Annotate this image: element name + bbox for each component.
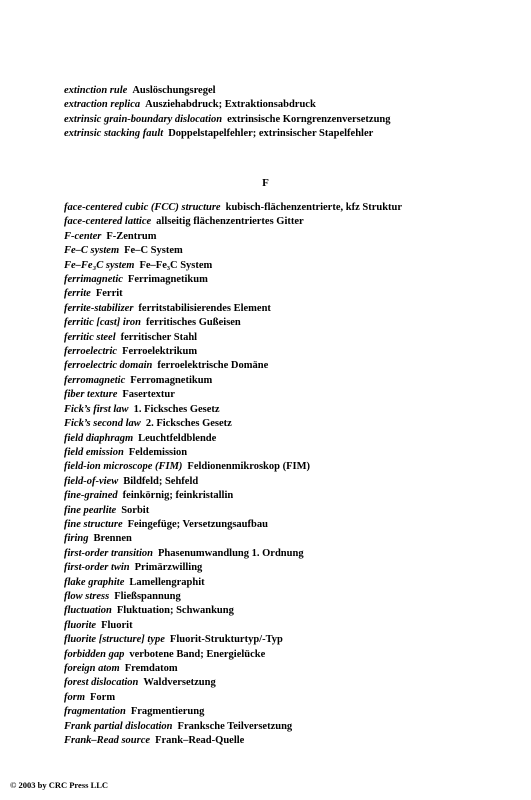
entry-term: extrinsic grain-boundary dislocation	[64, 113, 223, 125]
entry-term: field-ion microscope (FIM)	[64, 461, 183, 473]
entry-translation: ferritstabilisierendes Element	[138, 302, 271, 314]
entry-translation: Fluktuation; Schwankung	[116, 605, 234, 617]
entry-translation: Ferromagnetikum	[130, 374, 213, 386]
entry-term: ferroelectric	[64, 346, 118, 358]
entry-translation: Bildfeld; Sehfeld	[123, 475, 199, 487]
entry-term: F-center	[64, 230, 102, 242]
entry-translation: F-Zentrum	[106, 230, 157, 242]
entry-translation: Leuchtfeldblende	[138, 432, 217, 444]
entry-term: field diaphragm	[64, 432, 134, 444]
entry-translation: 2. Ficksches Gesetz	[145, 418, 232, 430]
entry-term: extrinsic stacking fault	[64, 128, 164, 140]
entry-term: Fick’s second law	[64, 418, 141, 430]
glossary-entry	[64, 215, 524, 229]
entry-term: field-of-view	[64, 475, 119, 487]
glossary-entry	[64, 576, 524, 590]
entry-translation: Brennen	[93, 533, 132, 545]
glossary-entry	[64, 287, 524, 301]
glossary-entry	[64, 633, 524, 647]
entry-term: face-centered lattice	[64, 216, 152, 228]
entry-translation: 1. Ficksches Gesetz	[133, 403, 220, 415]
glossary-entry	[64, 691, 524, 705]
entry-term: Fe–Fe₃C system	[64, 259, 135, 271]
entry-term: first-order transition	[64, 547, 153, 559]
entry-term: fluctuation	[64, 605, 112, 617]
glossary-entry	[64, 388, 524, 402]
glossary-entry	[64, 460, 524, 474]
glossary-entry	[64, 98, 524, 112]
entry-translation: Form	[90, 691, 116, 703]
glossary-entry	[64, 316, 524, 330]
entry-term: ferroelectric domain	[64, 360, 153, 372]
glossary-entry	[64, 504, 524, 518]
entry-term: fine-grained	[64, 490, 118, 502]
entry-translation: Fluorit-Strukturtyp/-Typ	[169, 634, 283, 646]
glossary-entry	[64, 432, 524, 446]
entry-translation: Fließspannung	[114, 590, 181, 602]
entry-term: fiber texture	[64, 389, 118, 401]
entry-term: extraction replica	[64, 99, 141, 111]
entry-term: extinction rule	[64, 85, 128, 96]
entry-term: forest dislocation	[64, 677, 139, 689]
glossary-section-f	[64, 201, 524, 748]
entry-translation: Feingefüge; Versetzungsaufbau	[127, 518, 268, 530]
entry-translation: Fasertextur	[122, 389, 175, 401]
entry-term: firing	[64, 533, 89, 545]
entry-translation: Fe–C System	[124, 245, 183, 257]
glossary-entry	[64, 345, 524, 359]
entry-term: ferrimagnetic	[64, 274, 123, 286]
entry-translation: Sorbit	[121, 504, 150, 516]
glossary-entry	[64, 604, 524, 618]
entry-term: fine structure	[64, 518, 123, 530]
entry-translation: Feldemission	[128, 446, 188, 458]
entry-term: foreign atom	[64, 663, 120, 674]
entry-translation: Primärzwilling	[134, 562, 203, 574]
glossary-entry	[64, 662, 524, 676]
glossary-entry	[64, 561, 524, 575]
glossary-entry	[64, 489, 524, 503]
entry-translation: Ausziehabdruck; Extraktionsabdruck	[145, 99, 316, 111]
glossary-entry	[64, 331, 524, 345]
entry-translation: Ferrimagnetikum	[127, 274, 208, 286]
entry-term: ferritic [cast] iron	[64, 317, 141, 329]
entry-translation: extrinsische Korngrenzenversetzung	[227, 113, 391, 125]
entry-translation: Feldionenmikroskop (FIM)	[187, 461, 311, 473]
glossary-entry	[64, 720, 524, 734]
entry-translation: Phasenumwandlung 1. Ordnung	[157, 547, 304, 559]
glossary-entry	[64, 259, 524, 273]
entry-translation: verbotene Band; Energielücke	[129, 648, 266, 660]
glossary-entry	[64, 359, 524, 373]
entry-term: ferromagnetic	[64, 374, 126, 386]
entry-term: Frank–Read source	[64, 735, 151, 747]
entry-translation: feinkörnig; feinkristallin	[122, 490, 234, 502]
entry-term: flake graphite	[64, 576, 125, 588]
glossary-section-e	[64, 84, 524, 142]
entry-translation: Fremdatom	[124, 663, 178, 674]
entry-term: field emission	[64, 446, 124, 458]
glossary-entry	[64, 590, 524, 604]
entry-translation: Fluorit	[101, 619, 133, 631]
glossary-entry	[64, 532, 524, 546]
entry-term: ferrite	[64, 288, 91, 300]
entry-translation: Ferroelektrikum	[122, 346, 198, 358]
glossary-entry	[64, 619, 524, 633]
entry-term: fluorite [structure] type	[64, 634, 165, 646]
entry-term: face-centered cubic (FCC) structure	[64, 202, 221, 213]
glossary-entry	[64, 302, 524, 316]
entry-term: fluorite	[64, 619, 97, 631]
entry-term: fine pearlite	[64, 504, 117, 516]
entry-translation: Doppelstapelfehler; extrinsischer Stapelfehler	[168, 128, 374, 140]
entry-translation: Ferrit	[95, 288, 123, 300]
glossary-entry	[64, 417, 524, 431]
entry-term: first-order twin	[64, 562, 130, 574]
entry-term: Fe–C system	[64, 245, 120, 257]
entry-term: fragmentation	[64, 706, 126, 718]
entry-translation: Franksche Teilversetzung	[177, 720, 293, 732]
entry-term: flow stress	[64, 590, 110, 602]
entry-translation: kubisch-flächenzentrierte, kfz Struktur	[225, 202, 403, 213]
copyright-footer: © 2003 by CRC Press LLC	[10, 780, 109, 790]
entry-term: Frank partial dislocation	[64, 720, 173, 732]
entry-translation: ferritisches Gußeisen	[146, 317, 241, 329]
glossary-entry	[64, 374, 524, 388]
glossary-entry	[64, 518, 524, 532]
entry-term: form	[64, 691, 85, 703]
glossary-entry	[64, 734, 524, 748]
glossary-entry	[64, 648, 524, 662]
glossary-entry	[64, 230, 524, 244]
entry-translation: ferroelektrische Domäne	[157, 360, 269, 372]
entry-translation: Waldversetzung	[143, 677, 216, 689]
glossary-entry	[64, 113, 524, 127]
glossary-entry	[64, 547, 524, 561]
glossary-entry	[64, 244, 524, 258]
entry-translation: Fe–Fe₃C System	[139, 259, 213, 271]
glossary-entry	[64, 403, 524, 417]
glossary-entry	[64, 127, 524, 141]
section-heading-letter: F	[262, 177, 269, 189]
glossary-entry	[64, 475, 524, 489]
entry-term: ferritic steel	[64, 331, 116, 343]
entry-translation: Fragmentierung	[130, 706, 205, 718]
entry-translation: Frank–Read-Quelle	[155, 735, 245, 747]
entry-translation: ferritischer Stahl	[120, 331, 198, 343]
entry-translation: Lamellengraphit	[129, 576, 205, 588]
entry-translation: Auslöschungsregel	[132, 85, 216, 96]
entry-term: ferrite-stabilizer	[64, 302, 134, 314]
glossary-entry	[64, 273, 524, 287]
entry-term: Fick’s first law	[64, 403, 129, 415]
entry-translation: allseitig flächenzentriertes Gitter	[156, 216, 304, 228]
glossary-entry	[64, 84, 524, 98]
glossary-entry	[64, 201, 524, 215]
glossary-entry	[64, 676, 524, 690]
glossary-entry	[64, 705, 524, 719]
entry-term: forbidden gap	[64, 648, 125, 660]
glossary-entry	[64, 446, 524, 460]
